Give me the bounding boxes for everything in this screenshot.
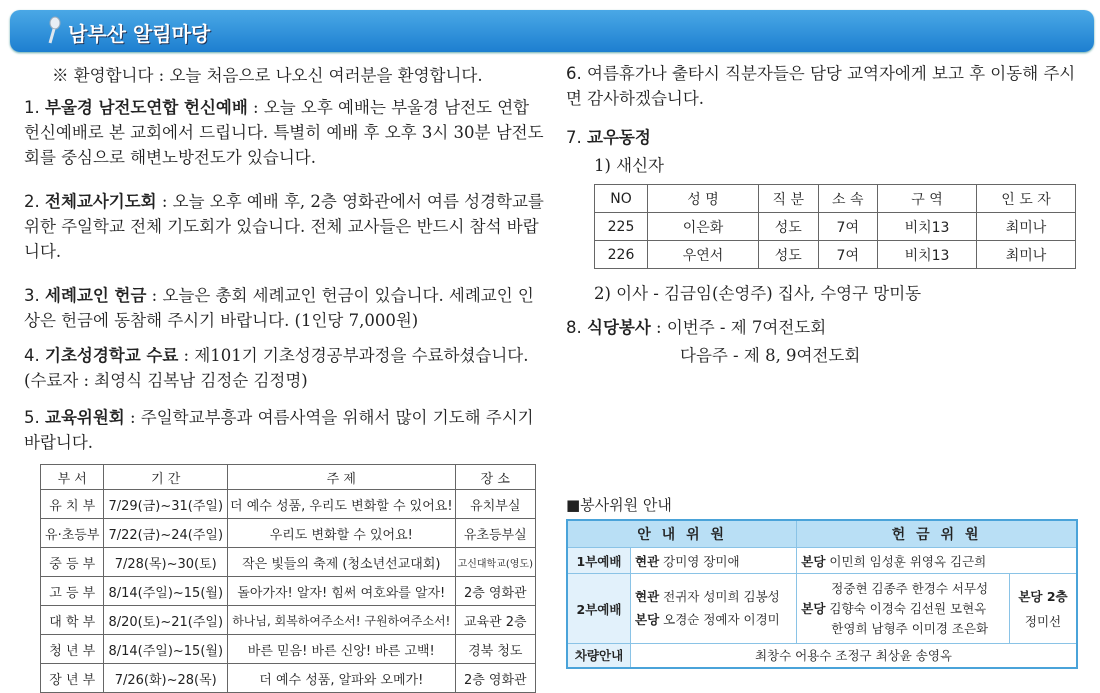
volunteer-heading: ■봉사위원 안내 [566,496,672,514]
table-row: 유·초등부 7/22(금)~24(주일) 우리도 변화할 수 있어요! 유초등부실 [41,519,536,548]
header-bar [10,10,1094,52]
new-members-heading: 1) 새신자 [594,156,664,175]
table-header-row: NO 성 명 직 분 소 속 구 역 인 도 자 [595,185,1076,213]
notice-1: 1. 부울경 남전도연합 헌신예배 : 오늘 오후 예배는 부울경 남전도 연합 헌신예배로 본 교회에서 드립니다. 특별히 예배 후 오후 3시 30분 남전도회를 중심으로 해변노방전도가 있습니다. [24,98,544,167]
table-row: 1부예배 현관 강미영 장미애 본당 이민희 임성훈 위영옥 김근희 [567,548,1077,574]
notice-5: 5. 교육위원회 : 주일학교부흥과 여름사역을 위해서 많이 기도해 주시기 바랍니다. [24,408,534,452]
table-row: 중 등 부 7/28(목)~30(토) 작은 빛들의 축제 (청소년선교대회) 고신대학교(영도) [41,548,536,577]
moving-note: 2) 이사 - 김금임(손영주) 집사, 수영구 망미동 [594,284,922,303]
education-schedule-table [40,464,536,693]
notice-8: 8. 식당봉사 : 이번주 - 제 7여전도회 [566,318,827,337]
notice-8-next: 다음주 - 제 8, 9여전도회 [680,346,861,365]
table-row: 226 우연서 성도 7여 비치13 최미나 [595,241,1076,269]
table-row: 225 이은화 성도 7여 비치13 최미나 [595,213,1076,241]
table-row: 유 치 부 7/29(금)~31(주일) 더 예수 성품, 우리도 변화할 수 있어요! 유치부실 [41,490,536,519]
notice-7: 7. 교우동정 [566,128,651,147]
table-row: 대 학 부 8/20(토)~21(주일) 하나님, 회복하여주소서! 구원하여주소서! 교육관 2층 [41,606,536,635]
table-row: 2부예배 현관 전귀자 성미희 김봉성 본당 오경순 정예자 이경미 정중현 김종주 한경수 서무성 본당 김향숙 이경숙 김선원 모현옥 한영희 남형주 이미경 조은화 본당 2층 정미선 [567,574,1077,644]
page-title: 남부산 알림마당 [68,22,211,46]
table-row: 차량안내 최창수 어용수 조정구 최상윤 송영옥 [567,644,1077,668]
table-row: 장 년 부 7/26(화)~28(목) 더 예수 성품, 알파와 오메가! 2층 영화관 [41,664,536,693]
welcome-note: ※ 환영합니다 : 오늘 처음으로 나오신 여러분을 환영합니다. [52,66,483,85]
table-header-row: 안 내 위 원 헌 금 위 원 [567,520,1077,548]
notice-3: 3. 세례교인 헌금 : 오늘은 총회 세례교인 헌금이 있습니다. 세례교인 인상은 헌금에 동참해 주시기 바랍니다. (1인당 7,000원) [24,286,534,330]
microphone-icon [44,16,62,46]
table-row: 고 등 부 8/14(주일)~15(월) 돌아가자! 알자! 힘써 여호와를 알자! 2층 영화관 [41,577,536,606]
table-row: 청 년 부 8/14(주일)~15(월) 바른 믿음! 바른 신앙! 바른 고백! 경북 청도 [41,635,536,664]
volunteer-table [566,519,1078,669]
table-header-row: 부 서 기 간 주 제 장 소 [41,465,536,490]
notice-6: 6. 여름휴가나 출타시 직분자들은 담당 교역자에게 보고 후 이동해 주시면 감사하겠습니다. [566,64,1076,108]
notice-4: 4. 기초성경학교 수료 : 제101기 기초성경공부과정을 수료하셨습니다. (수료자 : 최영식 김복남 김정순 김정명) [24,346,529,390]
notice-2: 2. 전체교사기도회 : 오늘 오후 예배 후, 2층 영화관에서 여름 성경학교를 위한 주일학교 전체 기도회가 있습니다. 전체 교사들은 반드시 참석 바랍니다. [24,192,544,261]
new-members-table [594,184,1076,269]
